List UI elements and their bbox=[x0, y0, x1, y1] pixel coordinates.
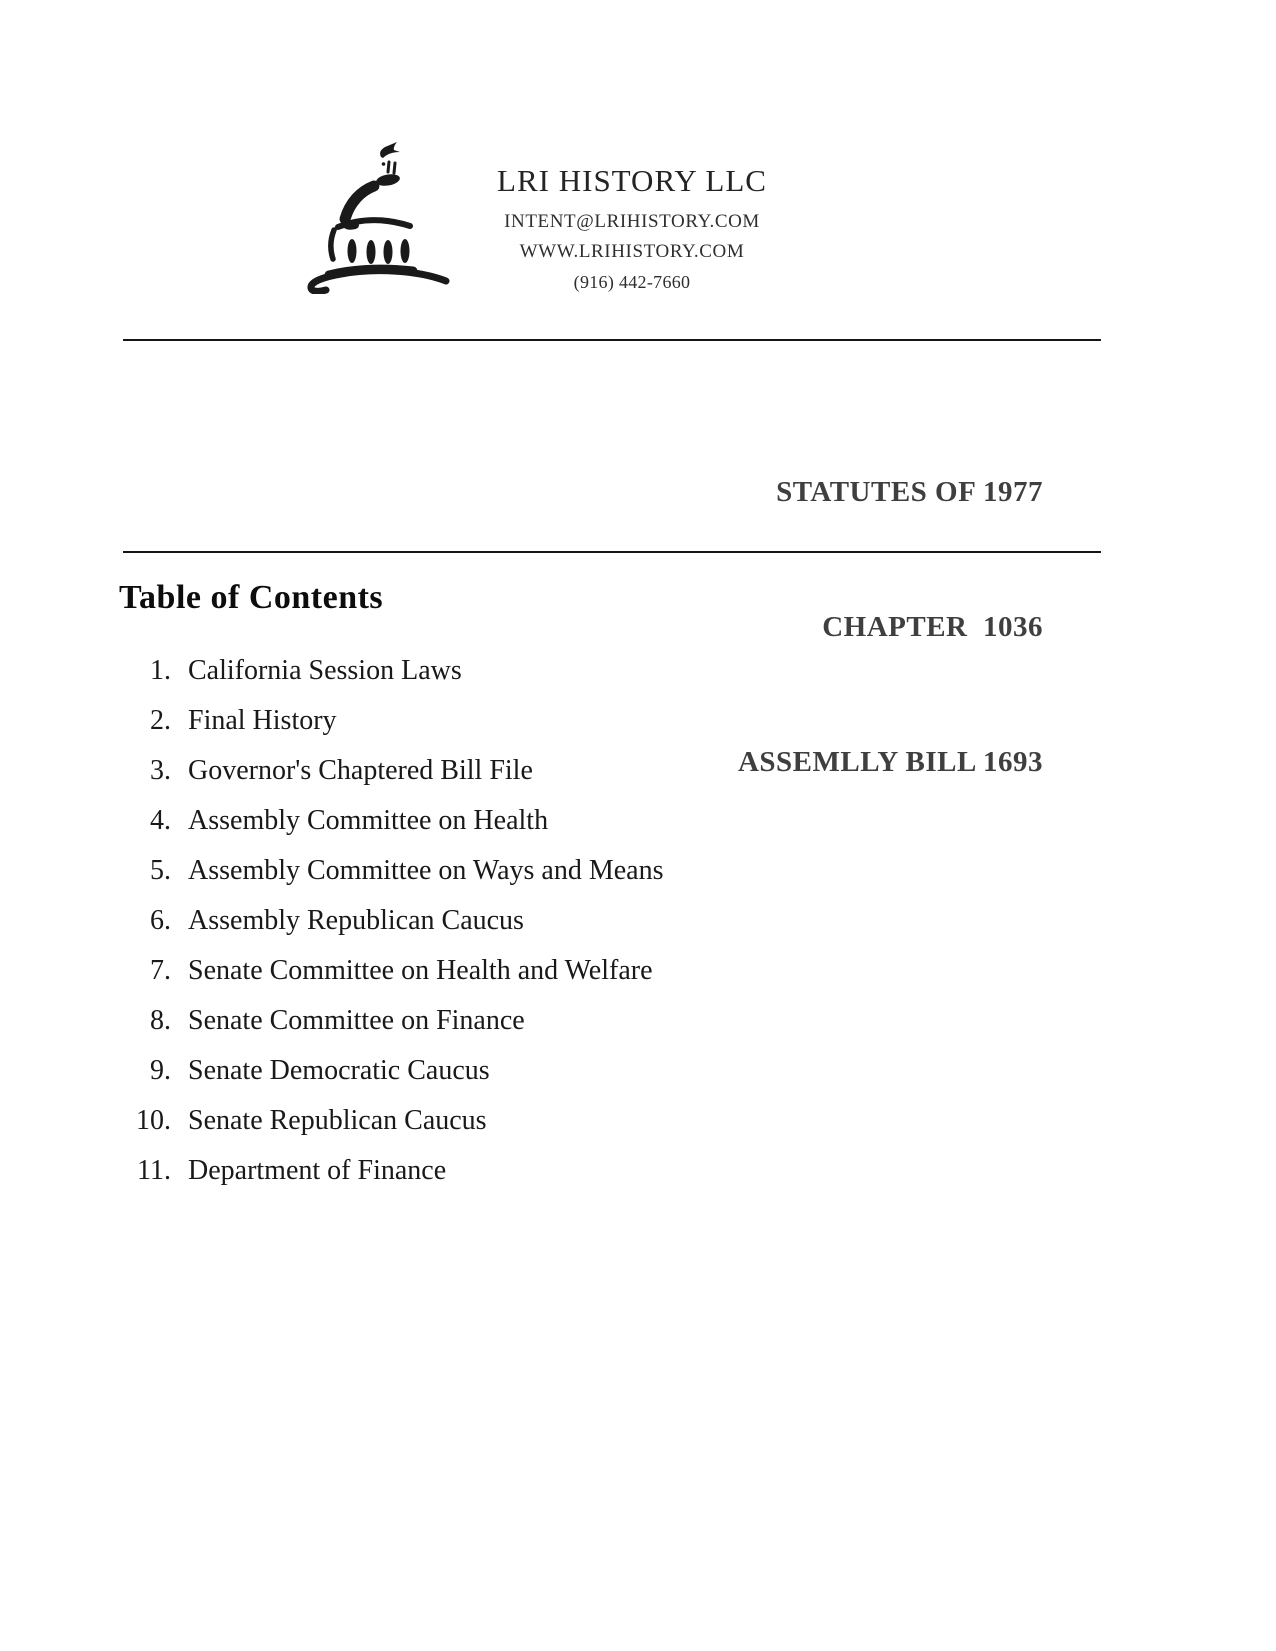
toc-title: Table of Contents bbox=[119, 579, 384, 616]
toc-item-number: 4. bbox=[150, 805, 171, 836]
letterhead bbox=[382, 162, 882, 297]
toc-item-label: Governor's Chaptered Bill File bbox=[188, 755, 533, 786]
toc-item-label: California Session Laws bbox=[188, 655, 462, 686]
toc-item-number: 1. bbox=[150, 655, 171, 686]
toc-item-number: 5. bbox=[150, 855, 171, 886]
toc-item-number: 10. bbox=[136, 1105, 171, 1136]
toc-item bbox=[0, 1046, 1100, 1096]
toc-item bbox=[0, 1146, 1100, 1196]
horizontal-rule-top bbox=[123, 339, 1101, 341]
logo-column bbox=[367, 240, 376, 264]
toc-item-number: 8. bbox=[150, 1005, 171, 1036]
toc-item-number: 7. bbox=[150, 955, 171, 986]
statutes-line: STATUTES OF 1977 bbox=[776, 476, 1043, 508]
toc-item-label: Assembly Committee on Health bbox=[188, 805, 549, 836]
toc-item bbox=[0, 696, 1100, 746]
toc-item bbox=[0, 746, 1100, 796]
toc-item-label: Department of Finance bbox=[188, 1155, 447, 1186]
toc-list bbox=[0, 646, 1100, 1196]
phone-number: (916) 442-7660 bbox=[573, 272, 691, 292]
toc-item-number: 9. bbox=[150, 1055, 171, 1086]
logo-column bbox=[348, 239, 357, 263]
toc-item bbox=[0, 846, 1100, 896]
company-name: LRI HISTORY LLC bbox=[497, 163, 767, 198]
email-address: INTENT@LRIHISTORY.COM bbox=[504, 211, 760, 232]
toc-item-number: 3. bbox=[150, 755, 171, 786]
toc-item-label: Senate Committee on Health and Welfare bbox=[188, 955, 653, 986]
toc-item-label: Senate Democratic Caucus bbox=[188, 1055, 490, 1086]
toc-item-number: 2. bbox=[150, 705, 171, 736]
toc-item-number: 11. bbox=[137, 1155, 171, 1186]
toc-item bbox=[0, 1096, 1100, 1146]
website-url: WWW.LRIHISTORY.COM bbox=[519, 241, 745, 262]
toc-item bbox=[0, 646, 1100, 696]
toc-item bbox=[0, 796, 1100, 846]
toc-item-label: Assembly Republican Caucus bbox=[188, 905, 524, 936]
logo-flag bbox=[380, 142, 400, 158]
toc-item-label: Assembly Committee on Ways and Means bbox=[188, 855, 664, 886]
toc-item bbox=[0, 946, 1100, 996]
logo-dome-stroke bbox=[345, 186, 374, 219]
toc-item bbox=[0, 996, 1100, 1046]
toc-item bbox=[0, 896, 1100, 946]
chapter-line: CHAPTER 1036 bbox=[822, 611, 1043, 643]
toc-item-label: Senate Republican Caucus bbox=[188, 1105, 487, 1136]
toc-item-label: Final History bbox=[188, 705, 337, 736]
toc-item-number: 6. bbox=[150, 905, 171, 936]
assembly-bill-line: ASSEMLLY BILL 1693 bbox=[737, 746, 1043, 778]
toc-item-label: Senate Committee on Finance bbox=[188, 1005, 525, 1036]
